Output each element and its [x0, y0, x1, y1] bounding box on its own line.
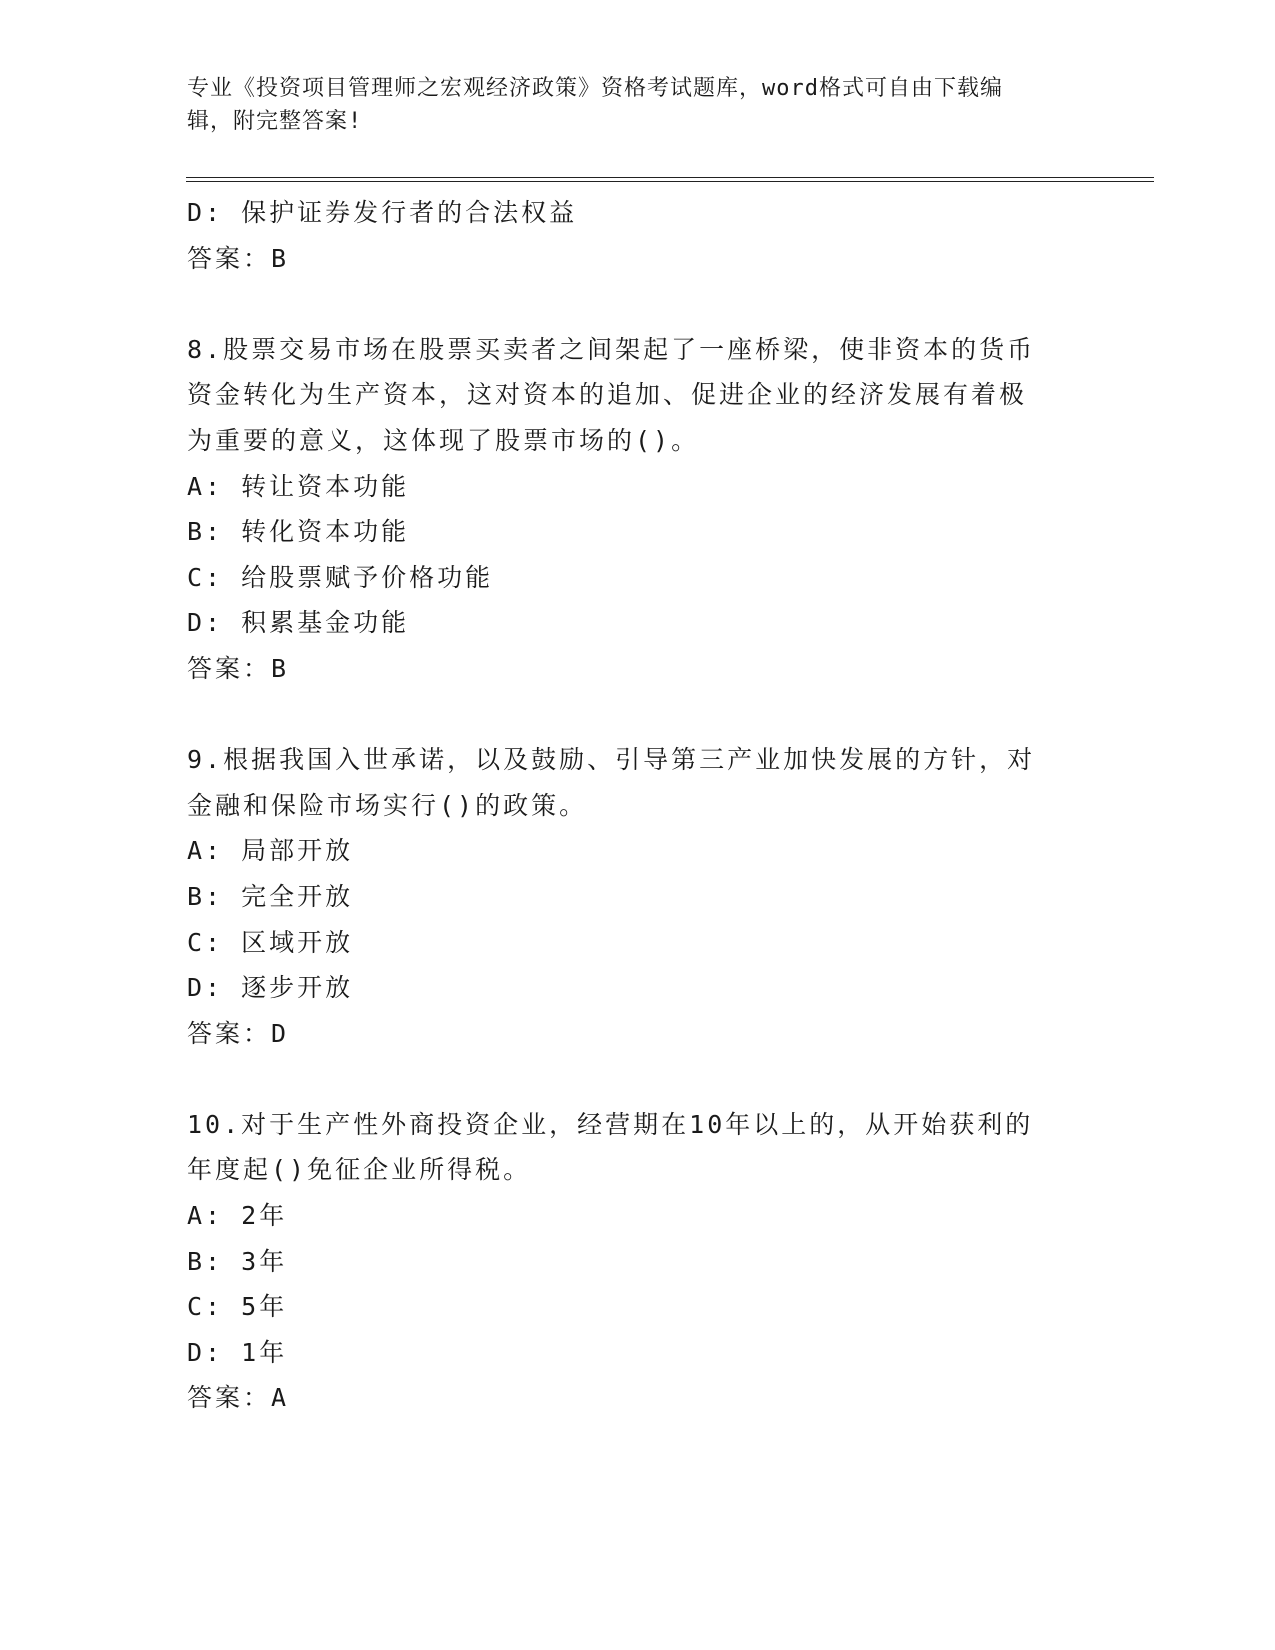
- option-c: C: 区域开放: [187, 927, 354, 957]
- question-10: [187, 1102, 1087, 1421]
- question-list: [187, 190, 1087, 1421]
- question-stem-line: 为重要的意义，这体现了股票市场的()。: [187, 425, 700, 455]
- spacer: [187, 692, 1087, 738]
- header-line-1: 专业《投资项目管理师之宏观经济政策》资格考试题库，word格式可自由下载编: [187, 76, 1003, 101]
- prev-answer: 答案：B: [187, 243, 290, 273]
- question-stem-line: 10.对于生产性外商投资企业，经营期在10年以上的，从开始获利的: [187, 1109, 1034, 1139]
- question-9: [187, 737, 1087, 1056]
- question-8: [187, 327, 1087, 692]
- question-stem-line: 8.股票交易市场在股票买卖者之间架起了一座桥梁，使非资本的货币: [187, 334, 1036, 364]
- option-a: A: 转让资本功能: [187, 471, 410, 501]
- option-c: C: 5年: [187, 1292, 288, 1322]
- option-a: A: 局部开放: [187, 836, 354, 866]
- option-d: D: 积累基金功能: [187, 608, 410, 638]
- spacer: [187, 1056, 1087, 1102]
- option-d: D: 1年: [187, 1337, 288, 1367]
- answer: 答案：D: [187, 1018, 290, 1048]
- option-b: B: 完全开放: [187, 881, 354, 911]
- option-d: D: 逐步开放: [187, 973, 354, 1003]
- header-rule-top: [186, 177, 1154, 178]
- spacer: [187, 281, 1087, 327]
- option-c: C: 给股票赋予价格功能: [187, 562, 494, 592]
- question-stem-line: 年度起()免征企业所得税。: [187, 1155, 532, 1185]
- question-stem-line: 9.根据我国入世承诺，以及鼓励、引导第三产业加快发展的方针，对: [187, 745, 1036, 775]
- option-b: B: 转化资本功能: [187, 517, 410, 547]
- answer: 答案：B: [187, 653, 290, 683]
- option-a: A: 2年: [187, 1201, 288, 1231]
- header-rule-bottom: [186, 181, 1154, 182]
- answer: 答案：A: [187, 1383, 290, 1413]
- option-b: B: 3年: [187, 1246, 288, 1276]
- prev-option-d: D: 保护证券发行者的合法权益: [187, 198, 578, 227]
- question-stem-line: 金融和保险市场实行()的政策。: [187, 790, 588, 820]
- header-line-2: 辑，附完整答案!: [187, 109, 363, 134]
- document-header: [187, 72, 1087, 138]
- question-stem-line: 资金转化为生产资本，这对资本的追加、促进企业的经济发展有着极: [187, 380, 1028, 410]
